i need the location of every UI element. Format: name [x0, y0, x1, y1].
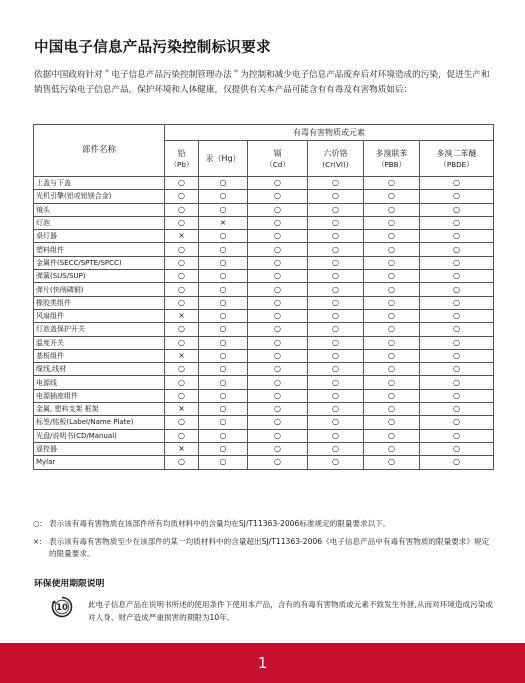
substance-column-header	[248, 141, 308, 177]
substance-mark-cell: ○	[308, 336, 364, 349]
substance-mark-cell: ○	[165, 376, 199, 389]
page-number: 1	[257, 654, 268, 672]
substance-mark-cell: ○	[308, 230, 364, 243]
table-row	[34, 336, 494, 349]
substance-mark-cell: ○	[248, 403, 308, 416]
hazardous-substance-table	[33, 124, 494, 470]
table-row	[34, 309, 494, 322]
table-row	[34, 416, 494, 429]
note-symbol: ○:	[33, 519, 43, 528]
substance-mark-cell: ○	[199, 363, 248, 376]
substance-mark-cell: ○	[420, 190, 494, 203]
substance-mark-cell: ○	[364, 442, 420, 455]
substance-mark-cell: ○	[308, 216, 364, 229]
part-name-cell: 风扇组件	[34, 309, 165, 322]
substance-mark-cell: ○	[308, 349, 364, 362]
substance-mark-cell: ×	[165, 230, 199, 243]
substance-mark-cell: ×	[165, 349, 199, 362]
substance-mark-cell: ○	[199, 309, 248, 322]
substance-mark-cell: ○	[364, 230, 420, 243]
substance-mark-cell: ○	[248, 323, 308, 336]
table-row	[34, 216, 494, 229]
substance-mark-cell: ○	[248, 389, 308, 402]
substance-mark-cell: ○	[420, 323, 494, 336]
part-name-cell: 塑料组件	[34, 243, 165, 256]
substance-mark-cell: ○	[165, 270, 199, 283]
substance-mark-cell: ○	[420, 429, 494, 442]
substance-mark-cell: ○	[308, 283, 364, 296]
substance-mark-cell: ○	[248, 309, 308, 322]
note-exceeds	[33, 536, 495, 560]
substance-mark-cell: ○	[420, 230, 494, 243]
table-row	[34, 283, 494, 296]
substance-mark-cell: ○	[308, 256, 364, 269]
part-name-cell: 橡胶类组件	[34, 296, 165, 309]
note-symbol: ×:	[33, 537, 42, 546]
substance-mark-cell: ○	[199, 230, 248, 243]
substance-mark-cell: ○	[199, 256, 248, 269]
substance-mark-cell: ○	[420, 283, 494, 296]
substance-mark-cell: ○	[248, 456, 308, 469]
intro-paragraph: 依据中国政府针对＂电子信息产品污染控制管理办法＂为控制和减少电子信息产品废弃后对环境造成的污染，促进生产和销售低污染电子信息产品，保护环境和人体健康，仅提供有关本产品可能含有有毒及有害物质如后：	[34, 70, 490, 95]
substance-mark-cell: ○	[364, 243, 420, 256]
substance-mark-cell: ○	[364, 403, 420, 416]
part-name-cell: 光机引擎(铝或铝镁合金)	[34, 190, 165, 203]
substance-mark-cell: ○	[364, 177, 420, 190]
part-name-cell: 金属, 塑料支架 框架	[34, 403, 165, 416]
note-compliant	[33, 518, 495, 530]
part-name-cell: 灯泡	[34, 216, 165, 229]
substance-mark-cell: ○	[248, 336, 308, 349]
substance-mark-cell: ○	[248, 203, 308, 216]
substance-mark-cell: ○	[420, 216, 494, 229]
table-row	[34, 270, 494, 283]
substance-mark-cell: ○	[199, 389, 248, 402]
substance-mark-cell: ○	[248, 442, 308, 455]
substance-column-header	[165, 141, 199, 177]
substance-mark-cell: ○	[165, 296, 199, 309]
substance-mark-cell: ○	[165, 177, 199, 190]
table-row	[34, 256, 494, 269]
substance-mark-cell: ○	[165, 323, 199, 336]
table-row	[34, 323, 494, 336]
substance-mark-cell: ○	[308, 376, 364, 389]
note-text: 表示该有毒有害物质至少在该部件的某一均质材料中的含量超出SJ/T11363-2006《电子信息产品中有毒有害物质的限量要求》规定的限量要求。	[49, 537, 490, 558]
substance-mark-cell: ○	[199, 456, 248, 469]
note-text: 表示该有毒有害物质在该部件所有均质材料中的含量均在SJ/T11363-2006标准规定的限量要求以下。	[49, 519, 391, 528]
substance-mark-cell: ○	[165, 429, 199, 442]
substance-symbol: （Cd）	[265, 159, 290, 169]
substance-symbol: （PBB）	[377, 159, 406, 169]
substance-mark-cell: ○	[199, 442, 248, 455]
substance-mark-cell: ○	[248, 363, 308, 376]
substance-mark-cell: ○	[364, 456, 420, 469]
substance-mark-cell: ○	[165, 216, 199, 229]
substance-mark-cell: ×	[165, 442, 199, 455]
substance-mark-cell: ○	[420, 256, 494, 269]
substance-mark-cell: ○	[165, 243, 199, 256]
table-row	[34, 203, 494, 216]
substance-mark-cell: ○	[308, 456, 364, 469]
substance-mark-cell: ○	[364, 309, 420, 322]
substance-mark-cell: ×	[165, 403, 199, 416]
substance-mark-cell: ○	[420, 309, 494, 322]
substance-mark-cell: ○	[248, 283, 308, 296]
substance-mark-cell: ○	[165, 363, 199, 376]
substance-mark-cell: ○	[248, 177, 308, 190]
substance-mark-cell: ○	[308, 429, 364, 442]
substance-name: 镉	[273, 148, 282, 158]
substance-mark-cell: ○	[248, 376, 308, 389]
part-name-cell: 金属件(SECC/SPTE/SPCC)	[34, 256, 165, 269]
substance-mark-cell: ○	[199, 429, 248, 442]
substance-mark-cell: ○	[199, 296, 248, 309]
part-name-cell: 光盘/说明书(CD/Manual)	[34, 429, 165, 442]
substance-mark-cell: ○	[420, 363, 494, 376]
substance-mark-cell: ○	[420, 177, 494, 190]
substance-name: 铅	[177, 148, 186, 158]
substance-mark-cell: ○	[165, 456, 199, 469]
substance-symbol: (Cr(VI))	[322, 159, 349, 169]
part-name-cell: 温度开关	[34, 336, 165, 349]
substance-mark-cell: ○	[308, 270, 364, 283]
substance-mark-cell: ○	[420, 389, 494, 402]
substance-mark-cell: ○	[308, 403, 364, 416]
substance-mark-cell: ○	[165, 203, 199, 216]
substance-mark-cell: ○	[308, 190, 364, 203]
part-name-cell: 遥控器	[34, 442, 165, 455]
substance-name: 六价铬	[323, 148, 348, 158]
substance-mark-cell: ○	[248, 296, 308, 309]
part-name-cell: 标签/铭板(Label/Name Plate)	[34, 416, 165, 429]
substance-mark-cell: ○	[165, 283, 199, 296]
epup-10-year-icon	[50, 595, 74, 619]
table-row	[34, 349, 494, 362]
part-name-cell: 电源线	[34, 376, 165, 389]
table-row	[34, 230, 494, 243]
substance-mark-cell: ○	[364, 270, 420, 283]
substance-mark-cell: ○	[364, 336, 420, 349]
table-row	[34, 243, 494, 256]
substance-mark-cell: ○	[199, 270, 248, 283]
table-row	[34, 376, 494, 389]
substance-mark-cell: ○	[199, 177, 248, 190]
table-row	[34, 296, 494, 309]
substance-mark-cell: ○	[308, 363, 364, 376]
substance-mark-cell: ○	[165, 256, 199, 269]
substance-mark-cell: ○	[364, 256, 420, 269]
table-row	[34, 429, 494, 442]
substance-column-header	[420, 141, 494, 177]
substance-mark-cell: ○	[308, 309, 364, 322]
part-name-cell: 电源插座组件	[34, 389, 165, 402]
substance-mark-cell: ○	[248, 349, 308, 362]
part-name-cell: 基板组件	[34, 349, 165, 362]
substance-group-header: 有毒有害物质或元素	[165, 125, 494, 141]
table-row	[34, 363, 494, 376]
substance-mark-cell: ○	[165, 416, 199, 429]
substance-mark-cell: ○	[199, 403, 248, 416]
substance-mark-cell: ○	[364, 190, 420, 203]
substance-mark-cell: ○	[165, 389, 199, 402]
substance-mark-cell: ○	[248, 230, 308, 243]
substance-mark-cell: ○	[308, 177, 364, 190]
part-name-cell: 弹片(快削磷铜)	[34, 283, 165, 296]
epup-icon-number: 10	[56, 603, 68, 613]
table-row	[34, 389, 494, 402]
substance-mark-cell: ○	[364, 416, 420, 429]
substance-mark-cell: ○	[199, 190, 248, 203]
substance-mark-cell: ○	[420, 456, 494, 469]
substance-symbol: （Pb）	[169, 159, 194, 169]
substance-mark-cell: ○	[364, 283, 420, 296]
epup-description: 此电子信息产品在说明书所述的使用条件下使用本产品，含有的有毒有害物质或元素不致发生外泄,从而对环境造成污染或对人身、财产造成严重损害的期限为10年。	[88, 600, 493, 622]
substance-mark-cell: ○	[420, 296, 494, 309]
part-name-cell: 弹簧(SUS/SUP)	[34, 270, 165, 283]
substance-mark-cell: ○	[248, 270, 308, 283]
substance-mark-cell: ○	[199, 203, 248, 216]
table-row	[34, 403, 494, 416]
substance-mark-cell: ○	[199, 283, 248, 296]
substance-mark-cell: ○	[364, 363, 420, 376]
substance-mark-cell: ○	[420, 403, 494, 416]
substance-mark-cell: ○	[199, 336, 248, 349]
substance-mark-cell: ○	[165, 190, 199, 203]
substance-mark-cell: ○	[308, 389, 364, 402]
table-row	[34, 442, 494, 455]
substance-mark-cell: ○	[420, 349, 494, 362]
substance-mark-cell: ○	[364, 429, 420, 442]
substance-mark-cell: ○	[420, 336, 494, 349]
substance-mark-cell: ○	[308, 243, 364, 256]
substance-mark-cell: ○	[199, 376, 248, 389]
substance-column-header	[308, 141, 364, 177]
substance-mark-cell: ○	[364, 203, 420, 216]
substance-mark-cell: ○	[308, 203, 364, 216]
substance-mark-cell: ○	[248, 429, 308, 442]
substance-column-header	[364, 141, 420, 177]
substance-mark-cell: ○	[308, 442, 364, 455]
substance-mark-cell: ○	[364, 376, 420, 389]
substance-name: 多溴二苯醚	[436, 148, 477, 158]
substance-mark-cell: ○	[364, 389, 420, 402]
substance-mark-cell: ○	[308, 323, 364, 336]
table-row	[34, 456, 494, 469]
substance-mark-cell: ○	[364, 296, 420, 309]
substance-name: 汞（Hg）	[205, 154, 241, 163]
page-title: 中国电子信息产品污染控制标识要求	[34, 40, 271, 56]
substance-mark-cell: ○	[308, 296, 364, 309]
parts-header: 部件名称	[34, 125, 165, 177]
substance-mark-cell: ○	[364, 216, 420, 229]
substance-mark-cell: ○	[420, 416, 494, 429]
part-name-cell: 上盖与下盖	[34, 177, 165, 190]
substance-mark-cell: ○	[199, 416, 248, 429]
substance-mark-cell: ○	[248, 256, 308, 269]
substance-mark-cell: ○	[248, 416, 308, 429]
substance-mark-cell: ○	[165, 336, 199, 349]
substance-mark-cell: ○	[420, 376, 494, 389]
substance-mark-cell: ×	[199, 216, 248, 229]
substance-mark-cell: ○	[248, 243, 308, 256]
substance-column-header	[199, 141, 248, 177]
substance-mark-cell: ○	[420, 203, 494, 216]
substance-mark-cell: ○	[420, 243, 494, 256]
part-name-cell: 桌灯器	[34, 230, 165, 243]
table-notes	[33, 518, 495, 560]
substance-mark-cell: ○	[364, 349, 420, 362]
substance-mark-cell: ×	[165, 309, 199, 322]
table-row	[34, 177, 494, 190]
substance-mark-cell: ○	[199, 323, 248, 336]
part-name-cell: 镜头	[34, 203, 165, 216]
substance-mark-cell: ○	[248, 216, 308, 229]
substance-name: 多溴联苯	[375, 148, 408, 158]
substance-mark-cell: ○	[248, 190, 308, 203]
substance-mark-cell: ○	[364, 323, 420, 336]
substance-mark-cell: ○	[199, 349, 248, 362]
substance-symbol: （PBDE）	[439, 159, 474, 169]
table-row	[34, 190, 494, 203]
substance-mark-cell: ○	[308, 416, 364, 429]
part-name-cell: Mylar	[34, 456, 165, 469]
substance-mark-cell: ○	[199, 243, 248, 256]
substance-mark-cell: ○	[420, 270, 494, 283]
substance-mark-cell: ○	[420, 442, 494, 455]
part-name-cell: 灯泡盖保护开关	[34, 323, 165, 336]
part-name-cell: 缆线,线材	[34, 363, 165, 376]
epup-heading: 环保使用期限说明	[34, 579, 105, 589]
